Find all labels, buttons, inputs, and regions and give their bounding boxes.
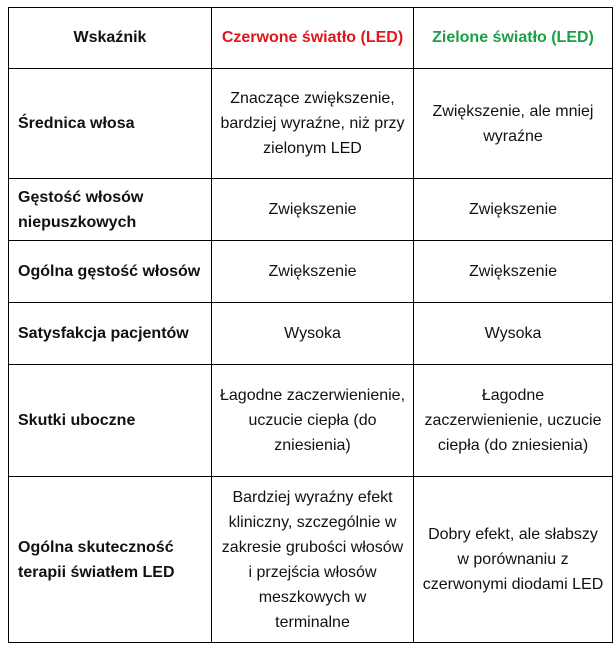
table-row [9, 179, 613, 241]
table-row [9, 477, 613, 643]
row-label: Ogólna skuteczność terapii światłem LED [9, 477, 212, 643]
green-value: Łagodne zaczerwienienie, uczucie ciepła (do zniesienia) [414, 365, 613, 477]
green-value: Zwiększenie [414, 179, 613, 241]
red-value: Bardziej wyraźny efekt kliniczny, szczególnie w zakresie grubości włosów i przejścia włosów meszkowych w terminalne [212, 477, 414, 643]
red-value: Zwiększenie [212, 179, 414, 241]
row-label: Skutki uboczne [9, 365, 212, 477]
header-green-light: Zielone światło (LED) [414, 8, 613, 69]
comparison-table [8, 7, 613, 643]
green-value: Wysoka [414, 303, 613, 365]
table-row [9, 303, 613, 365]
green-value: Zwiększenie [414, 241, 613, 303]
red-value: Zwiększenie [212, 241, 414, 303]
green-value: Dobry efekt, ale słabszy w porównaniu z czerwonymi diodami LED [414, 477, 613, 643]
row-label: Gęstość włosów niepuszkowych [9, 179, 212, 241]
table-row [9, 69, 613, 179]
red-value: Wysoka [212, 303, 414, 365]
row-label: Ogólna gęstość włosów [9, 241, 212, 303]
row-label: Średnica włosa [9, 69, 212, 179]
red-value: Znaczące zwiększenie, bardziej wyraźne, niż przy zielonym LED [212, 69, 414, 179]
table-row [9, 241, 613, 303]
row-label: Satysfakcja pacjentów [9, 303, 212, 365]
header-red-light: Czerwone światło (LED) [212, 8, 414, 69]
green-value: Zwiększenie, ale mniej wyraźne [414, 69, 613, 179]
red-value: Łagodne zaczerwienienie, uczucie ciepła (do zniesienia) [212, 365, 414, 477]
header-row [9, 8, 613, 69]
header-indicator: Wskaźnik [9, 8, 212, 69]
table-row [9, 365, 613, 477]
